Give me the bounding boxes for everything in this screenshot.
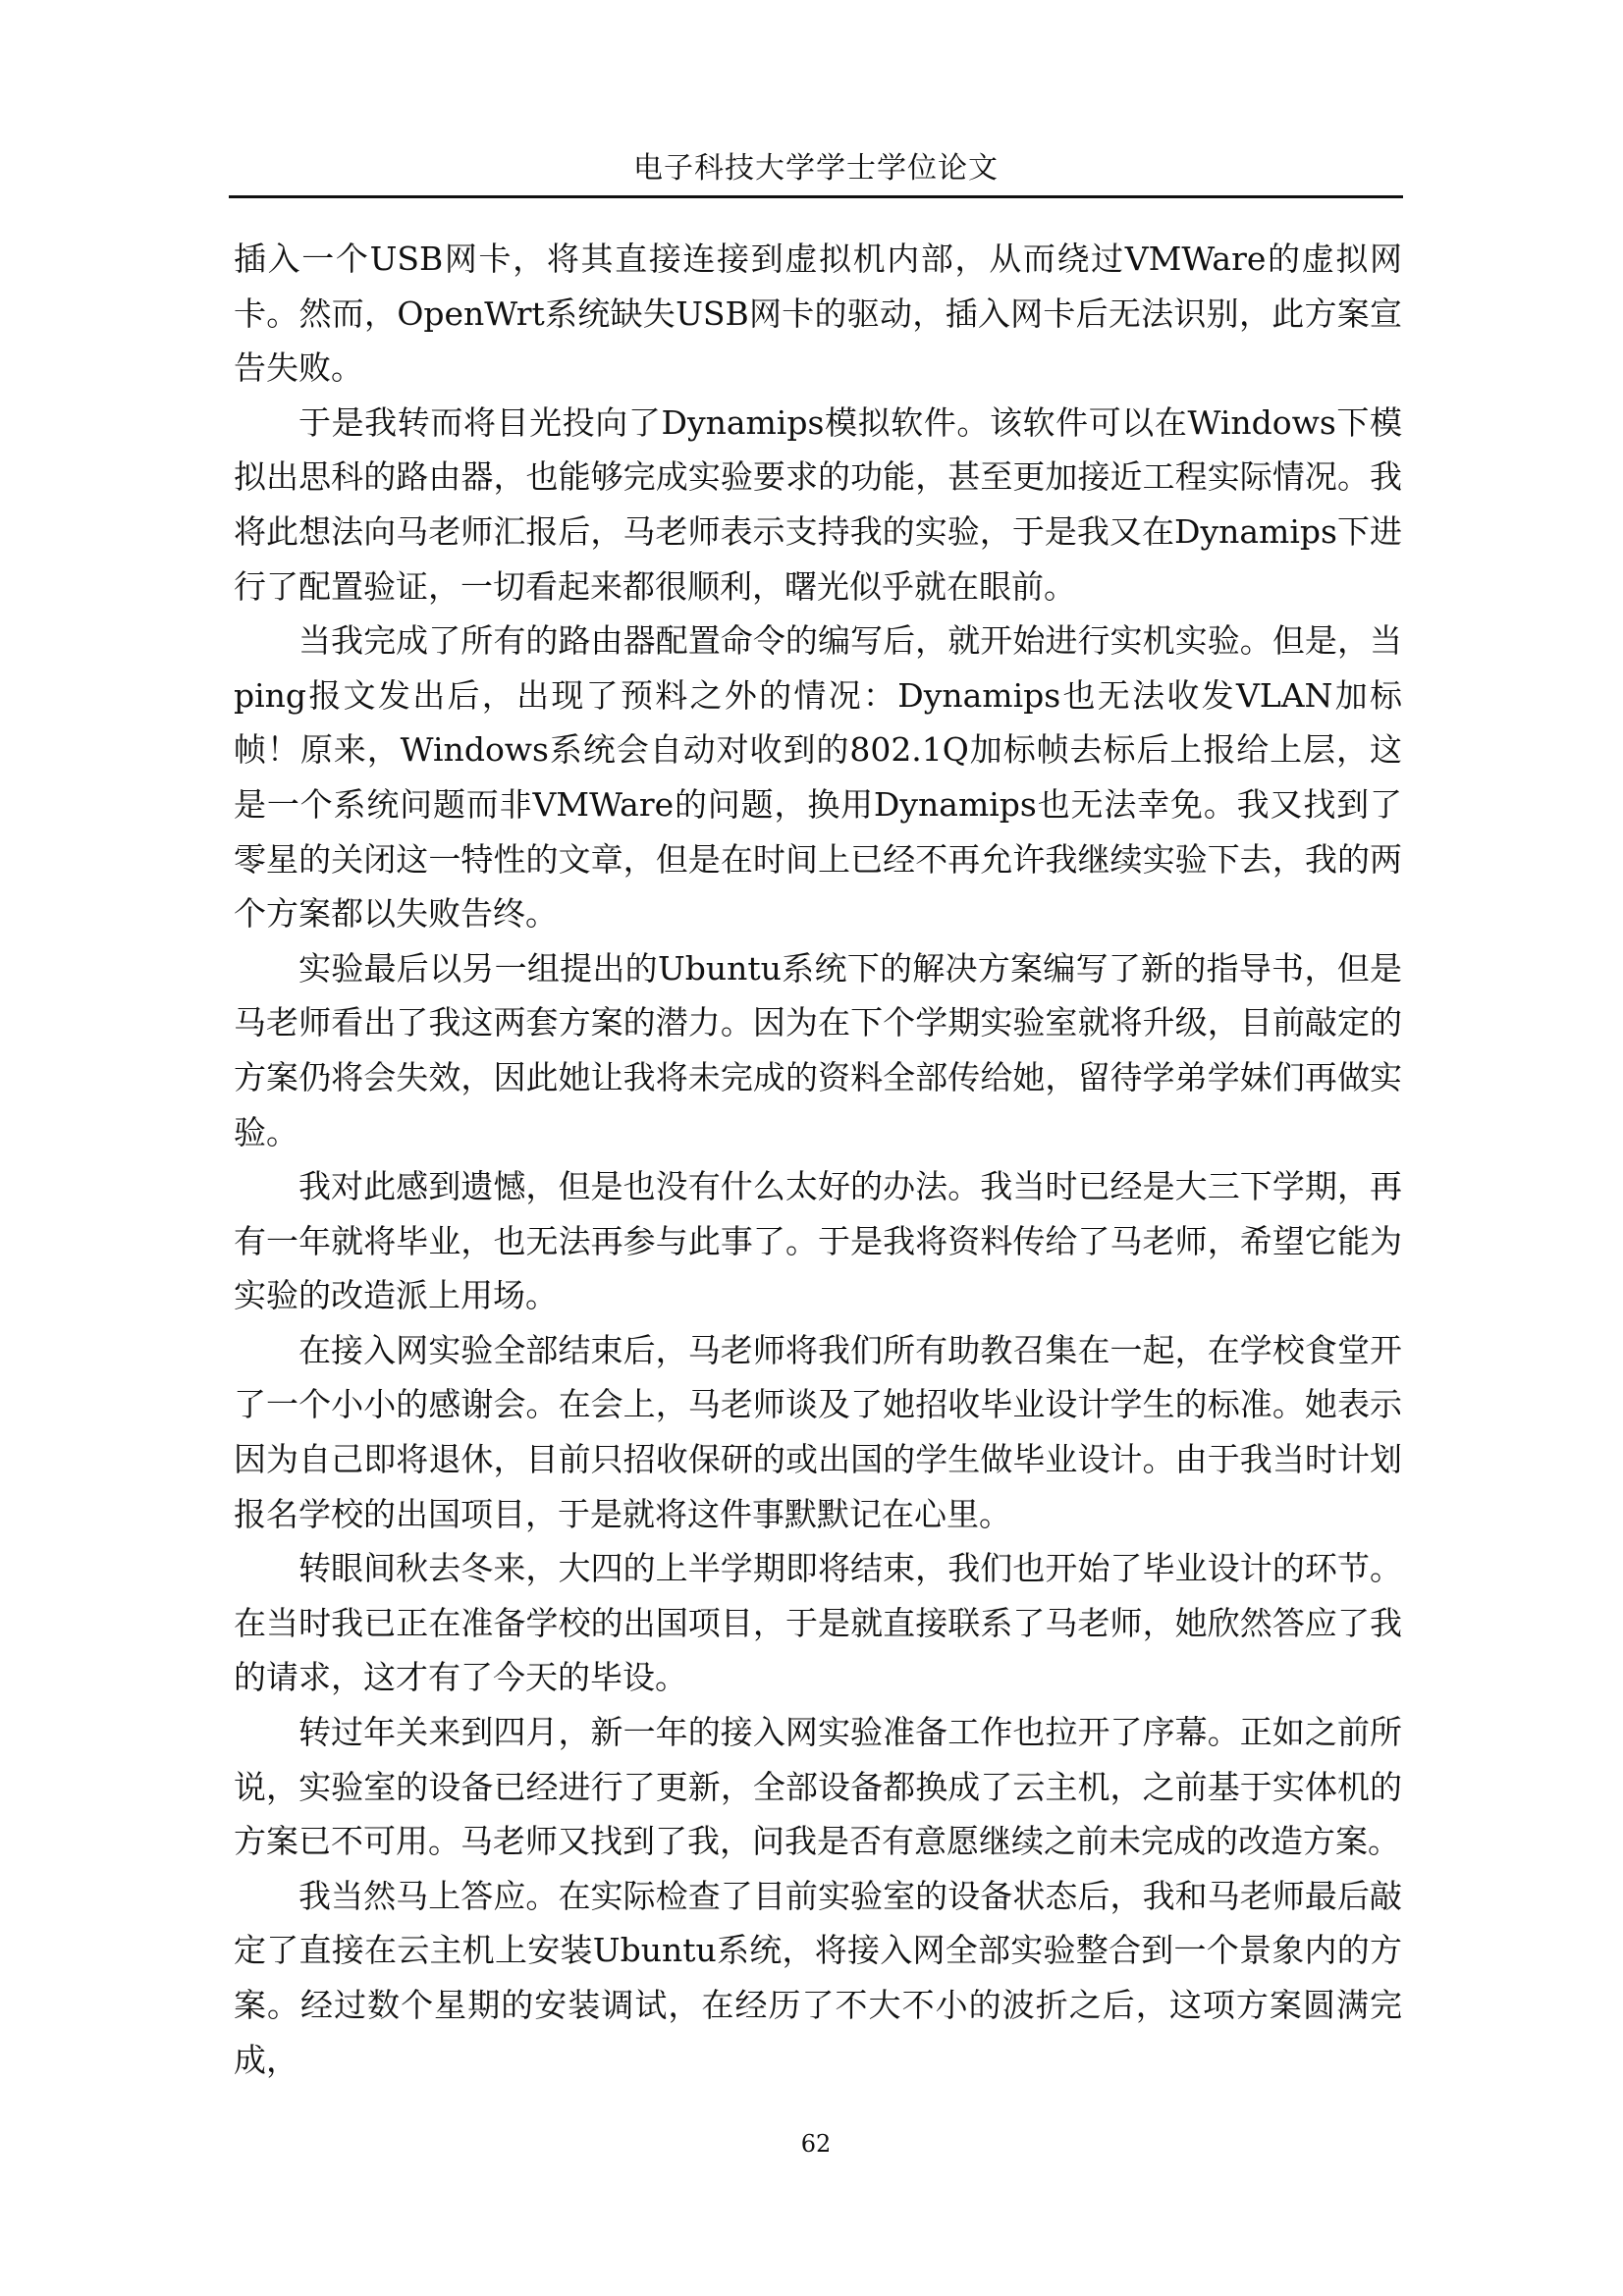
paragraph: 实验最后以另一组提出的Ubuntu系统下的解决方案编写了新的指导书，但是马老师看出了我这两套方案的潜力。因为在下个学期实验室就将升级，目前敲定的方案仍将会失效，因此她让我将未完成的资料全部传给她，留待学弟学妹们再做实验。 <box>234 948 1402 1151</box>
page-number: 62 <box>800 2130 832 2158</box>
paragraph: 在接入网实验全部结束后，马老师将我们所有助教召集在一起，在学校食堂开了一个小小的感谢会。在会上，马老师谈及了她招收毕业设计学生的标准。她表示因为自己即将退休，目前只招收保研的或出国的学生做毕业设计。由于我当时计划报名学校的出国项目，于是就将这件事默默记在心里。 <box>234 1330 1402 1533</box>
running-header: 电子科技大学学士学位论文 <box>633 151 999 186</box>
paragraph: 于是我转而将目光投向了Dynamips模拟软件。该软件可以在Windows下模拟出思科的路由器，也能够完成实验要求的功能，甚至更加接近工程实际情况。我将此想法向马老师汇报后，马老师表示支持我的实验，于是我又在Dynamips下进行了配置验证，一切看起来都很顺利，曙光似乎就在眼前。 <box>234 402 1402 606</box>
header-rule <box>229 195 1403 198</box>
paragraph: 我对此感到遗憾，但是也没有什么太好的办法。我当时已经是大三下学期，再有一年就将毕业，也无法再参与此事了。于是我将资料传给了马老师，希望它能为实验的改造派上用场。 <box>234 1167 1402 1315</box>
paragraph: 插入一个USB网卡，将其直接连接到虚拟机内部，从而绕过VMWare的虚拟网卡。然而，OpenWrt系统缺失USB网卡的驱动，插入网卡后无法识别，此方案宣告失败。 <box>234 240 1402 388</box>
body-text <box>234 232 1402 2087</box>
paragraph: 当我完成了所有的路由器配置命令的编写后，就开始进行实机实验。但是，当ping报文发出后，出现了预料之外的情况：Dynamips也无法收发VLAN加标帧！原来，Windows系统会自动对收到的802.1Q加标帧去标后上报给上层，这是一个系统问题而非VMWare的问题，换用Dynamips也无法幸免。我又找到了零星的关闭这一特性的文章，但是在时间上已经不再允许我继续实验下去，我的两个方案都以失败告终。 <box>234 621 1402 934</box>
paragraph: 转过年关来到四月，新一年的接入网实验准备工作也拉开了序幕。正如之前所说，实验室的设备已经进行了更新，全部设备都换成了云主机，之前基于实体机的方案已不可用。马老师又找到了我，问我是否有意愿继续之前未完成的改造方案。 <box>234 1713 1402 1861</box>
paragraph: 转眼间秋去冬来，大四的上半学期即将结束，我们也开始了毕业设计的环节。在当时我已正在准备学校的出国项目，于是就直接联系了马老师，她欣然答应了我的请求，这才有了今天的毕设。 <box>234 1549 1402 1697</box>
paragraph: 我当然马上答应。在实际检查了目前实验室的设备状态后，我和马老师最后敲定了直接在云主机上安装Ubuntu系统，将接入网全部实验整合到一个景象内的方案。经过数个星期的安装调试，在经历了不大不小的波折之后，这项方案圆满完成， <box>234 1876 1402 2079</box>
